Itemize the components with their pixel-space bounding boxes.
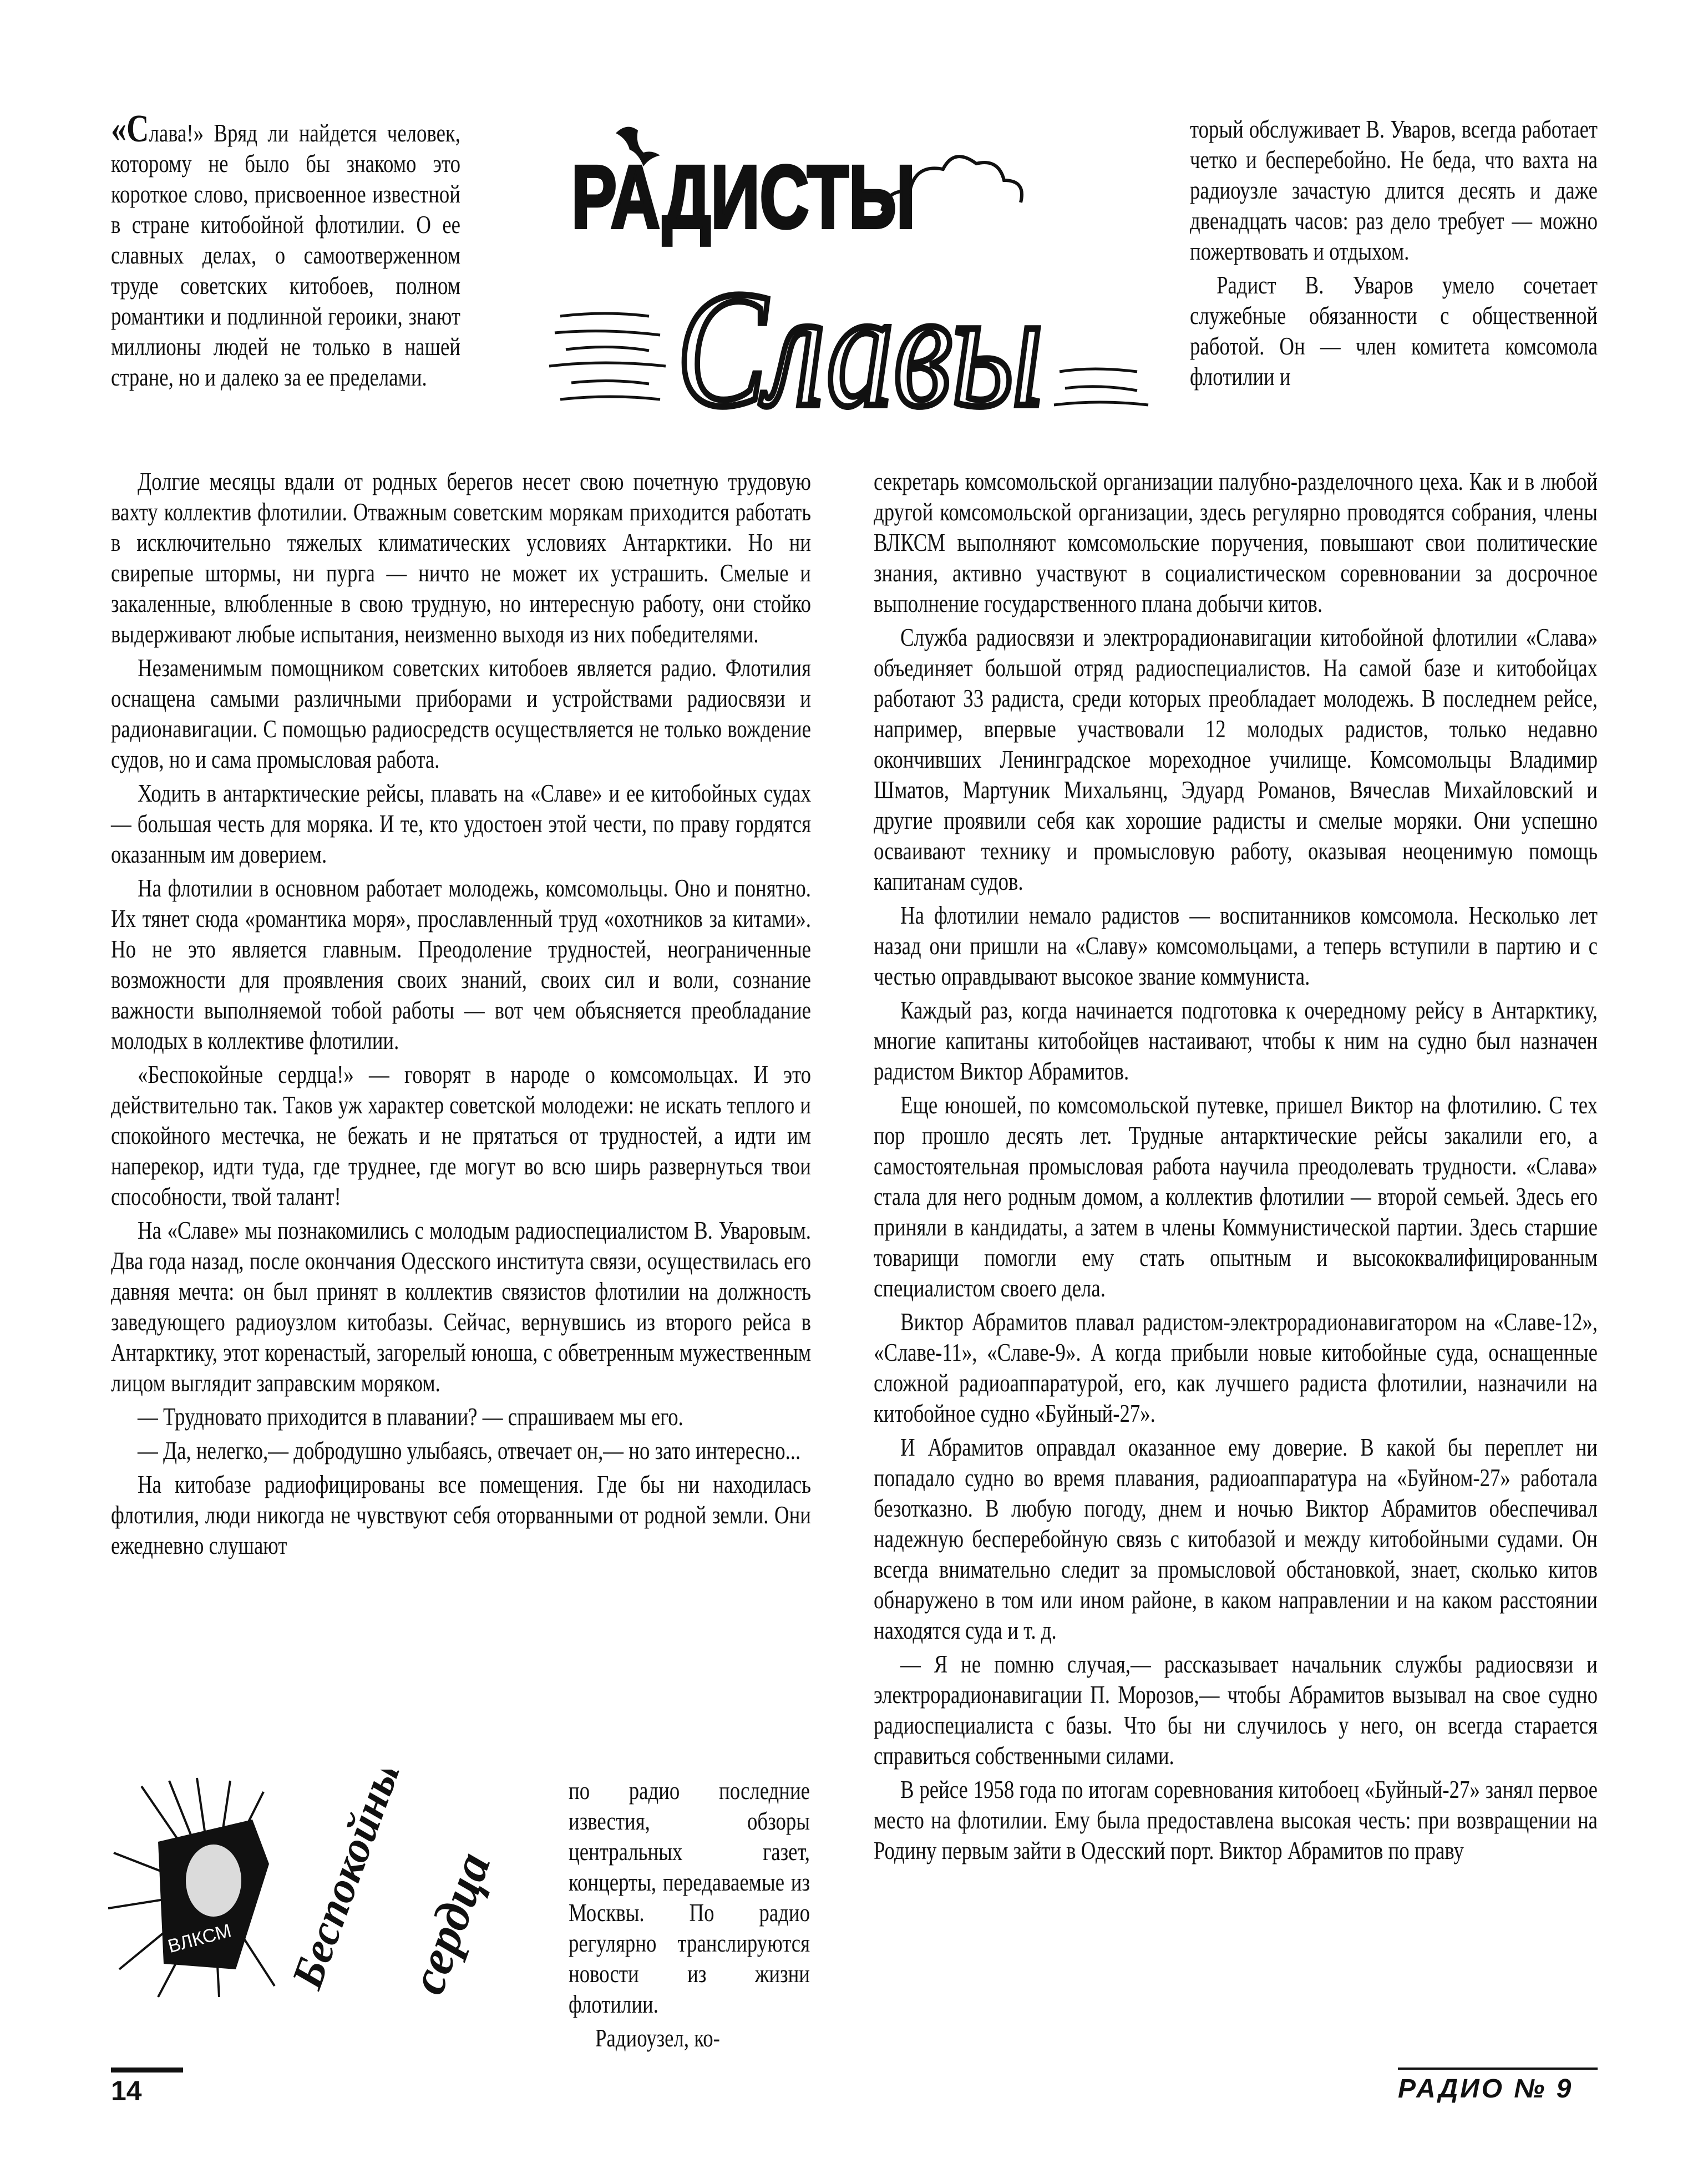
paragraph: На флотилии немало радистов — воспитанников комсомола. Несколько лет назад они пришли на «Славу» комсомольцами, а теперь вступили в партию и с честью оправдывают высокое звание коммуниста. [874, 901, 1598, 990]
paragraph: На флотилии в основном работает молодежь, комсомольцы. Оно и понятно. Их тянет сюда «романтика моря», прославленный труд «охотников за китами». Но не это является главным. Преодоление трудностей, неограниченные возможности для проявления своих знаний, своих сил и воли, сознание важности выполняемой тобой работы — вот чем объясняется преобладание молодых в коллективе флотилии. [111, 874, 811, 1055]
paragraph: Ходить в антарктические рейсы, плавать на «Славе» и ее китобойных судах — большая честь для моряка. И те, кто удостоен этой чести, по праву гордятся оказанным им доверием. [111, 779, 811, 868]
paragraph: В рейсе 1958 года по итогам соревнования китобоец «Буйный-27» занял первое место на флотилии. Ему была предоставлена высокая честь: при возвращении на Родину первым зайти в Одесский порт. Виктор Абрамитов по праву [874, 1775, 1598, 1864]
paragraph: Радист В. Уваров умело сочетает служебные обязанности с общественной работой. Он — член комитета комсомола флотилии и [1190, 271, 1598, 391]
footer-rule [1398, 2068, 1598, 2070]
drop-cap: «С [111, 108, 149, 150]
emblem-svg [108, 1770, 557, 2003]
left-main-column [111, 466, 811, 1564]
paragraph: Виктор Абрамитов плавал радистом-электрорадионавигатором на «Славе-12», «Славе-11», «Славе-9». А когда прибыли новые китобойные суда, оснащенные сложной радиоаппаратурой, его, как лучшего радиста флотилии, назначили на китобойное судно «Буйный-27». [874, 1308, 1598, 1427]
paragraph: На китобазе радиофицированы все помещения. Где бы ни находилась флотилия, люди никогда не чувствуют себя оторванными от родной земли. Они ежедневно слушают [111, 1470, 811, 1559]
paragraph: Каждый раз, когда начинается подготовка к очередному рейсу в Антарктику, многие капитаны китобойцев настаивают, чтобы к ним на судно был назначен радистом Виктор Абрамитов. [874, 996, 1598, 1085]
paragraph: Радиоузел, ко- [595, 2024, 720, 2052]
paragraph: И Абрамитов оправдал оказанное ему доверие. В какой бы переплет ни попадало судно во время плавания, радиоаппаратура на «Буйном-27» работала безотказно. В любую погоду, днем и ночью Виктор Абрамитов обеспечивал надежную бесперебойную связь с китобазой и между китобойными судами. Он всегда внимательно следит за промысловой обстановкой, знает, сколько китов обнаружено в том или ином районе, в каком направлении и на каком расстоянии находятся суда и т. д. [874, 1433, 1598, 1644]
paragraph: торый обслуживает В. Уваров, всегда работает четко и бесперебойно. Не беда, что вахта на радиоузле зачастую длится десять и даже двенадцать часов: раз дело требует — можно пожертвовать и отдыхом. [1190, 115, 1598, 265]
paragraph: Незаменимым помощником советских китобоев является радио. Флотилия оснащена самыми различными приборами и устройствами радиосвязи и радионавигации. С помощью радиосредств осуществляется не только вождение судов, но и сама промысловая работа. [111, 653, 811, 773]
paragraph: по радио последние известия, обзоры центральных газет, концерты, передаваемые из Москвы. По радио регулярно транслируются новости из жизни флотилии. [569, 1776, 810, 2018]
paragraph: — Да, нелегко,— добродушно улыбаясь, отвечает он,— но зато интересно... [138, 1436, 801, 1465]
intro-column [111, 108, 460, 396]
paragraph: Долгие месяцы вдали от родных берегов несет свою почетную трудовую вахту коллектив флотилии. Отважным советским морякам приходится работать в исключительно тяжелых климатических условиях Антарктики. Но ни свирепые штормы, ни пурга — ничто не может их устрашить. Смелые и закаленные, влюбленные в свою трудную, но интересную работу, они стойко выдерживают любые испытания, неизменно выходя из них победителями. [111, 467, 811, 648]
paragraph: «Беспокойные сердца!» — говорят в народе о комсомольцах. И это действительно так. Таков уж характер советской молодежи: не искать теплого и спокойного местечка, не бежать и не прятаться от трудностей, а идти им наперекор, идти туда, где труднее, где могут во всю ширь развернуться твои способности, твой талант! [111, 1060, 811, 1210]
emblem-heading-line2: сердца [399, 1845, 501, 2001]
paragraph: секретарь комсомольской организации палубно-разделочного цеха. Как и в любой другой комсомольской организации, здесь регулярно проводятся собрания, члены ВЛКСМ выполняют комсомольские поручения, повышают свои политические знания, активно участвуют в социалистическом соревновании за досрочное выполнение государственного плана добычи китов. [874, 467, 1598, 617]
title-line1: РАДИСТЫ [571, 147, 915, 246]
title-art-svg [549, 111, 1154, 422]
lenin-portrait [186, 1845, 241, 1917]
paragraph: — Я не помню случая,— рассказывает начальник службы радиосвязи и электрорадионавигации П. Морозов,— чтобы Абрамитов вызывал на свое судно радиоспециалиста с базы. Что бы ни случилось у него, он всегда старается справиться собственными силами. [874, 1650, 1598, 1770]
intro-text: лава!» Вряд ли найдется человек, которому не было бы знакомо это короткое слово, присвоенное известной в стране китобойной флотилии. О ее славных делах, о самоотверженном труде советских китобоев, полном романтики и подлинной героики, знают миллионы людей не только в нашей стране, но и далеко за ее пределами. [111, 119, 460, 391]
paragraph: — Трудновато приходится в плавании? — спрашиваем мы его. [138, 1402, 683, 1431]
narrow-column [569, 1775, 810, 2056]
intro-paragraph [111, 108, 460, 392]
paragraph: Еще юношей, по комсомольской путевке, пришел Виктор на флотилию. С тех пор прошло десять лет. Трудные антарктические рейсы закалили его, а самостоятельная промысловая работа научила преодолевать трудности. «Слава» стала для него родным домом, а коллектив флотилии — второй семьей. Здесь его приняли в кандидаты, а затем в члены Коммунистической партии. Здесь старшие товарищи помогли ему стать опытным и высококвалифицированным специалистом своего дела. [874, 1091, 1598, 1302]
right-top-column [1190, 114, 1598, 395]
footer-rule [111, 2068, 183, 2072]
magazine-name: РАДИО № 9 [1398, 2074, 1574, 2104]
paragraph: Служба радиосвязи и электрорадионавигации китобойной флотилии «Слава» объединяет большой отряд радиоспециалистов. На самой базе и китобойцах работают 33 радиста, среди которых преобладает молодежь. В последнем рейсе, например, впервые участвовали 12 молодых радистов, только недавно окончивших Ленинградское мореходное училище. Комсомольцы Владимир Шматов, Мартуник Михальянц, Эдуард Романов, Вячеслав Михайловский и другие проявили себя как хорошие радисты и смелые моряки. Они успешно осваивают технику и промысловую работу, оказывая неоценимую помощь капитанам судов. [874, 623, 1598, 895]
paragraph: На «Славе» мы познакомились с молодым радиоспециалистом В. Уваровым. Два года назад, после окончания Одесского института связи, осуществилась его давняя мечта: он был принят в коллектив связистов флотилии на должность заведующего радиоузлом китобазы. Сейчас, вернувшись из второго рейса в Антарктику, этот коренастый, загорелый юноша, с обветренным мужественным лицом выглядит заправским моряком. [111, 1216, 811, 1397]
page-number: 14 [111, 2075, 142, 2106]
title-illustration [549, 111, 1154, 422]
komsomol-emblem [108, 1770, 557, 2003]
right-main-column [874, 466, 1598, 1869]
badge-text: ВЛКСМ [165, 1920, 234, 1958]
emblem-heading-line1: Беспокойные [282, 1770, 417, 1995]
title-line2: Славы [677, 257, 1043, 422]
